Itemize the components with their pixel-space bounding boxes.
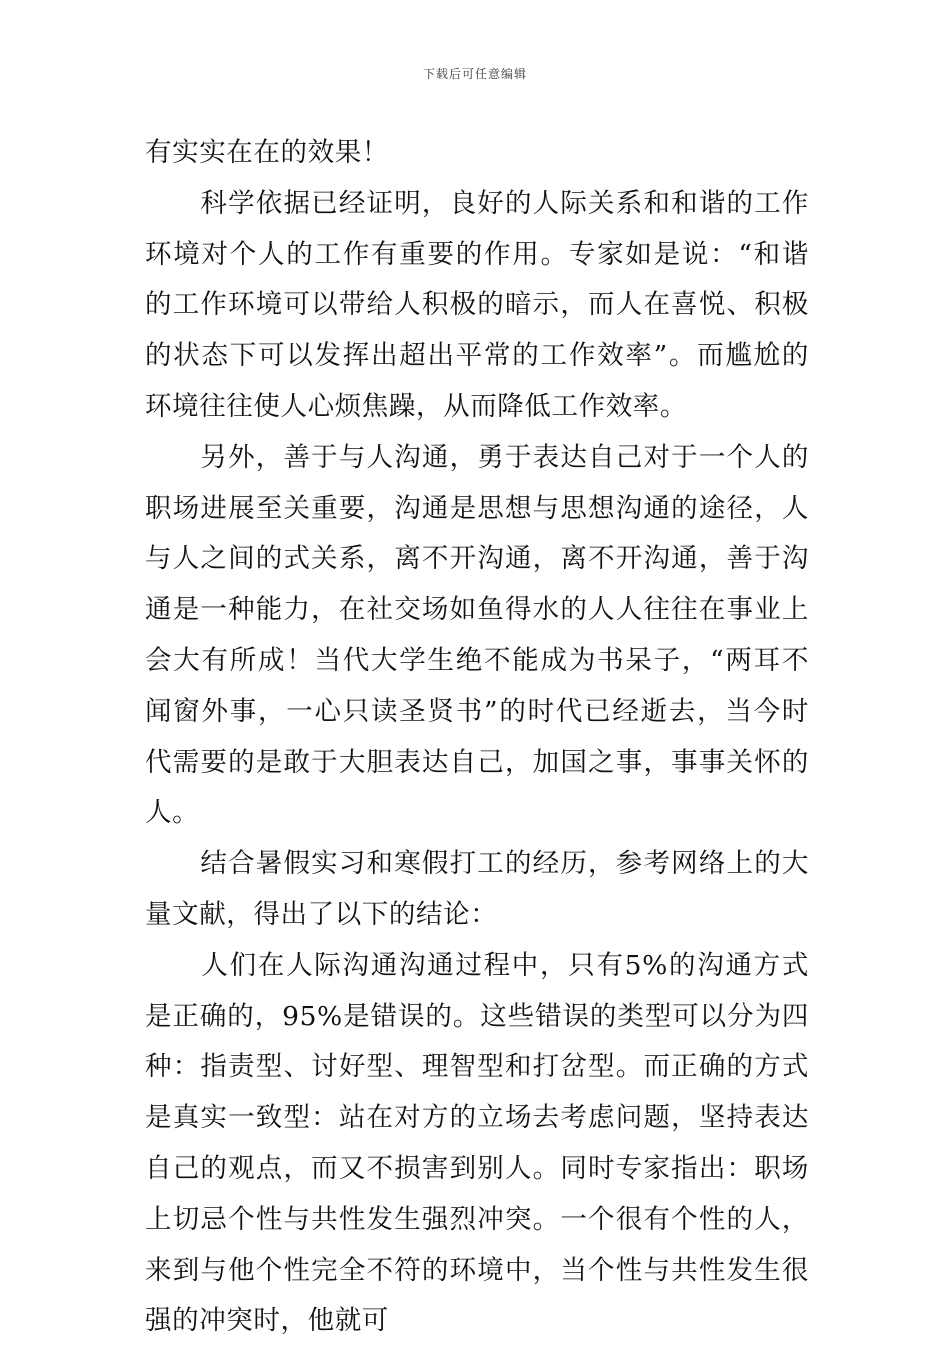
paragraph: 另外，善于与人沟通，勇于表达自己对于一个人的职场进展至关重要，沟通是思想与思想沟通的途径，人与人之间的式关系，离不开沟通，离不开沟通，善于沟通是一种能力，在社交场如鱼得水的人人往往在事业上会大有所成！当代大学生绝不能成为书呆子，“两耳不闻窗外事，一心只读圣贤书”的时代已经逝去，当今时代需要的是敢于大胆表达自己，加国之事，事事关怀的人。: [145, 441, 809, 829]
paragraph: 科学依据已经证明，良好的人际关系和和谐的工作环境对个人的工作有重要的作用。专家如是说：“和谐的工作环境可以带给人积极的暗示，而人在喜悦、积极的状态下可以发挥出超出平常的工作效率”。而尴尬的环境往往使人心烦焦躁，从而降低工作效率。: [145, 187, 809, 422]
paragraph: 结合暑假实习和寒假打工的经历，参考网络上的大量文献，得出了以下的结论：: [145, 848, 809, 930]
page-header: 下载后可任意编辑: [422, 67, 527, 81]
body-text: [145, 128, 809, 1347]
paragraph: 人们在人际沟通沟通过程中，只有5%的沟通方式是正确的，95%是错误的。这些错误的类型可以分为四种：指责型、讨好型、理智型和打岔型。而正确的方式是真实一致型：站在对方的立场去考虑问题，坚持表达自己的观点，而又不损害到别人。同时专家指出：职场上切忌个性与共性发生强烈冲突。一个很有个性的人，来到与他个性完全不符的环境中，当个性与共性发生很强的冲突时，他就可: [145, 949, 809, 1337]
paragraph: 有实实在在的效果！: [145, 137, 389, 168]
